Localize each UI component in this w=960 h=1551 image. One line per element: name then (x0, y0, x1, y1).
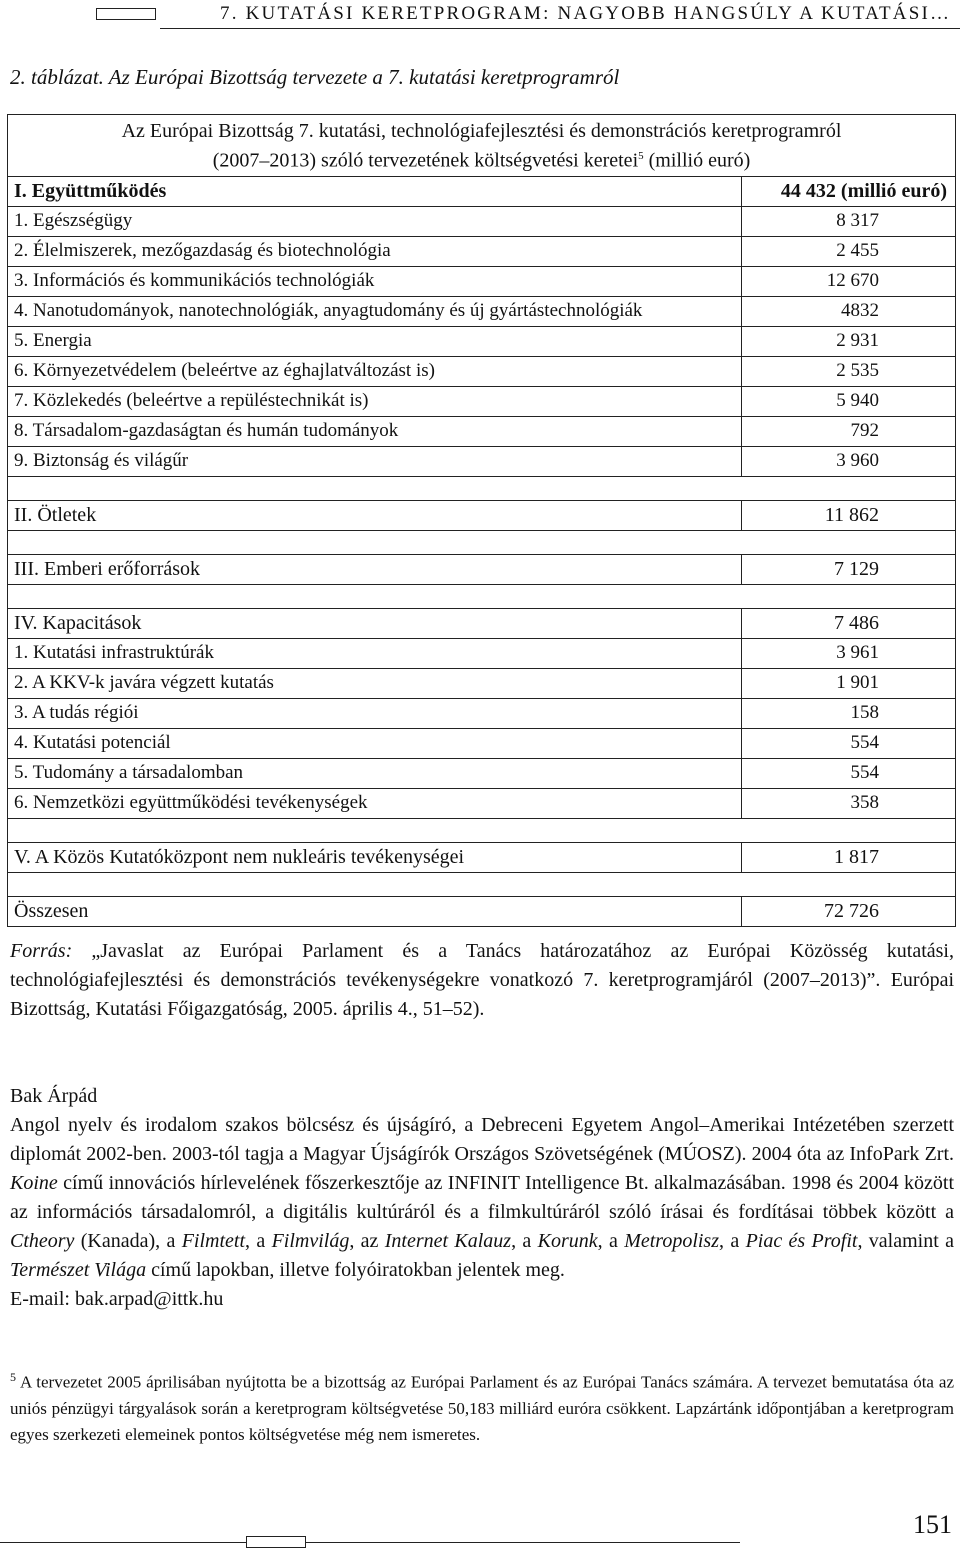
item-value: 792 (742, 416, 956, 446)
item-value: 8 317 (742, 206, 956, 236)
blank-cell (8, 872, 956, 896)
bio-title: Természet Világa (10, 1259, 147, 1281)
bio-title: Metropolisz (624, 1230, 720, 1252)
blank-row (8, 872, 956, 896)
item-label: 7. Közlekedés (beleértve a repüléstechnikát is) (8, 386, 742, 416)
item-label: 2. A KKV-k javára végzett kutatás (8, 668, 742, 698)
bio-title: Filmvilág (271, 1230, 350, 1252)
table-row (8, 206, 956, 236)
bio-title: Koine (10, 1172, 58, 1194)
total-row (8, 896, 956, 926)
table-row (8, 236, 956, 266)
header-decor-box (96, 8, 156, 20)
table-row (8, 446, 956, 476)
section-value: 7 486 (742, 608, 956, 638)
total-value: 72 726 (742, 896, 956, 926)
item-label: 6. Nemzetközi együttműködési tevékenységek (8, 788, 742, 818)
table-row (8, 728, 956, 758)
bio-title: Piac és Profit (745, 1230, 858, 1252)
section-value: 11 862 (742, 500, 956, 530)
source-note (10, 937, 954, 1024)
item-value: 5 940 (742, 386, 956, 416)
footnote-text: A tervezetet 2005 áprilisában nyújtotta be a bizottság az Európai Parlament és az Európai Tanács számára. A tervezet bemutatása óta az uniós pénzügyi tárgyalások során a keretprogram költségvetése 50,183 milliárd euróra csökkent. Lapzártánk időpontjában a keretprogram egyes szerkezeti elemeinek pontos költségvetése még nem ismeretes. (10, 1372, 954, 1444)
source-text: „Javaslat az Európai Parlament és a Tanács határozatához az Európai Közösség kutatási, technológiafejlesztési és demonstrációs tevékenységekre vonatkozó 7. keretprogramjáról (2007–2013)”. Európai Bizottság, Kutatási Főigazgatóság, 2005. április 4., 51–52). (10, 940, 954, 1020)
table-row (8, 668, 956, 698)
item-label: 8. Társadalom-gazdaságtan és humán tudományok (8, 416, 742, 446)
bio-text: , az (349, 1230, 385, 1252)
table-row (8, 416, 956, 446)
item-value: 2 931 (742, 326, 956, 356)
section-row (8, 842, 956, 872)
blank-cell (8, 530, 956, 554)
blank-cell (8, 476, 956, 500)
bio-title: Korunk (537, 1230, 598, 1252)
bio-text: (Kanada), a (74, 1230, 182, 1252)
item-label: 9. Biztonság és világűr (8, 446, 742, 476)
item-value: 554 (742, 728, 956, 758)
item-label: 3. Információs és kommunikációs technológiák (8, 266, 742, 296)
item-label: 5. Energia (8, 326, 742, 356)
item-value: 358 (742, 788, 956, 818)
table-row (8, 266, 956, 296)
table-row (8, 788, 956, 818)
section-row (8, 500, 956, 530)
section-label: IV. Kapacitások (8, 608, 742, 638)
footnote (10, 1364, 954, 1448)
section-row (8, 608, 956, 638)
blank-row (8, 818, 956, 842)
table-heading (8, 115, 956, 177)
item-label: 2. Élelmiszerek, mezőgazdaság és biotechnológia (8, 236, 742, 266)
item-label: 4. Kutatási potenciál (8, 728, 742, 758)
item-value: 554 (742, 758, 956, 788)
footnote-ref: 5 (638, 150, 644, 162)
table-row (8, 356, 956, 386)
item-label: 1. Kutatási infrastruktúrák (8, 638, 742, 668)
table-row (8, 386, 956, 416)
section-label: V. A Közös Kutatóközpont nem nukleáris tevékenységei (8, 842, 742, 872)
section-value: 44 432 (millió euró) (742, 176, 956, 206)
bio-text: , a (719, 1230, 746, 1252)
item-value: 158 (742, 698, 956, 728)
table-row (8, 638, 956, 668)
section-value: 7 129 (742, 554, 956, 584)
table-row (8, 698, 956, 728)
table-row (8, 296, 956, 326)
item-value: 12 670 (742, 266, 956, 296)
table-row (8, 758, 956, 788)
item-value: 4832 (742, 296, 956, 326)
author-name: Bak Árpád (10, 1085, 98, 1107)
blank-row (8, 530, 956, 554)
blank-cell (8, 818, 956, 842)
table-row (8, 326, 956, 356)
page-number: 151 (913, 1510, 952, 1539)
section-row (8, 554, 956, 584)
table-caption: 2. táblázat. Az Európai Bizottság tervezete a 7. kutatási keretprogramról (10, 65, 620, 89)
item-value: 3 960 (742, 446, 956, 476)
header-rule (160, 28, 960, 29)
item-label: 6. Környezetvédelem (beleértve az éghajlatváltozást is) (8, 356, 742, 386)
table-heading-unit: (millió euró) (643, 149, 751, 172)
section-label: II. Ötletek (8, 500, 742, 530)
item-value: 1 901 (742, 668, 956, 698)
table-heading-line2: (2007–2013) szóló tervezetének költségvetési keretei (212, 149, 639, 172)
section-label: III. Emberi erőforrások (8, 554, 742, 584)
table-heading-row (8, 115, 956, 177)
author-bio-text (10, 1111, 954, 1285)
blank-cell (8, 584, 956, 608)
footnote-marker: 5 (10, 1370, 16, 1384)
running-title: 7. KUTATÁSI KERETPROGRAM: NAGYOBB HANGSÚLY A KUTATÁSI… (220, 3, 952, 24)
footer-decor-box (246, 1536, 306, 1548)
bio-text: Angol nyelv és irodalom szakos bölcsész és újságíró, a Debreceni Egyetem Angol–Amerikai Intézetében szerzett diplomát 2002-ben. 2003-tól tagja a Magyar Újságírók Országos Szövetségének (MÚOSZ). 2004 óta az InfoPark Zrt. (10, 1114, 954, 1165)
blank-row (8, 476, 956, 500)
bio-title: Filmtett (181, 1230, 246, 1252)
table-heading-line1: Az Európai Bizottság 7. kutatási, technológiafejlesztési és demonstrációs keretprogramról (121, 120, 842, 142)
total-label: Összesen (8, 896, 742, 926)
bio-text: , a (245, 1230, 272, 1252)
bio-text: című lapokban, illetve folyóiratokban jelentek meg. (146, 1259, 565, 1281)
item-label: 5. Tudomány a társadalomban (8, 758, 742, 788)
bio-text: , valamint a (857, 1230, 954, 1252)
bio-title: Internet Kalauz (384, 1230, 512, 1252)
section-label: I. Együttműködés (8, 176, 742, 206)
author-email[interactable]: E-mail: bak.arpad@ittk.hu (10, 1288, 224, 1310)
section-row (8, 176, 956, 206)
footer-rule (0, 1542, 740, 1543)
blank-row (8, 584, 956, 608)
item-label: 1. Egészségügy (8, 206, 742, 236)
source-label: Forrás: (10, 940, 73, 962)
bio-title: Ctheory (10, 1230, 75, 1252)
item-value: 2 535 (742, 356, 956, 386)
item-value: 2 455 (742, 236, 956, 266)
bio-text: , a (511, 1230, 538, 1252)
bio-text: , a (597, 1230, 625, 1252)
section-value: 1 817 (742, 842, 956, 872)
budget-table (7, 114, 956, 927)
item-value: 3 961 (742, 638, 956, 668)
item-label: 3. A tudás régiói (8, 698, 742, 728)
bio-text: című innovációs hírlevelének főszerkesztője az INFINIT Intelligence Bt. alkalmazásában. 1998 és 2004 között az információs társadalomról, a digitális kultúráról és a filmkultúráról szóló írásai és fordításai többek között a (10, 1172, 954, 1223)
running-header (0, 0, 960, 30)
author-bio (10, 1082, 954, 1314)
item-label: 4. Nanotudományok, nanotechnológiák, anyagtudomány és új gyártástechnológiák (8, 296, 742, 326)
